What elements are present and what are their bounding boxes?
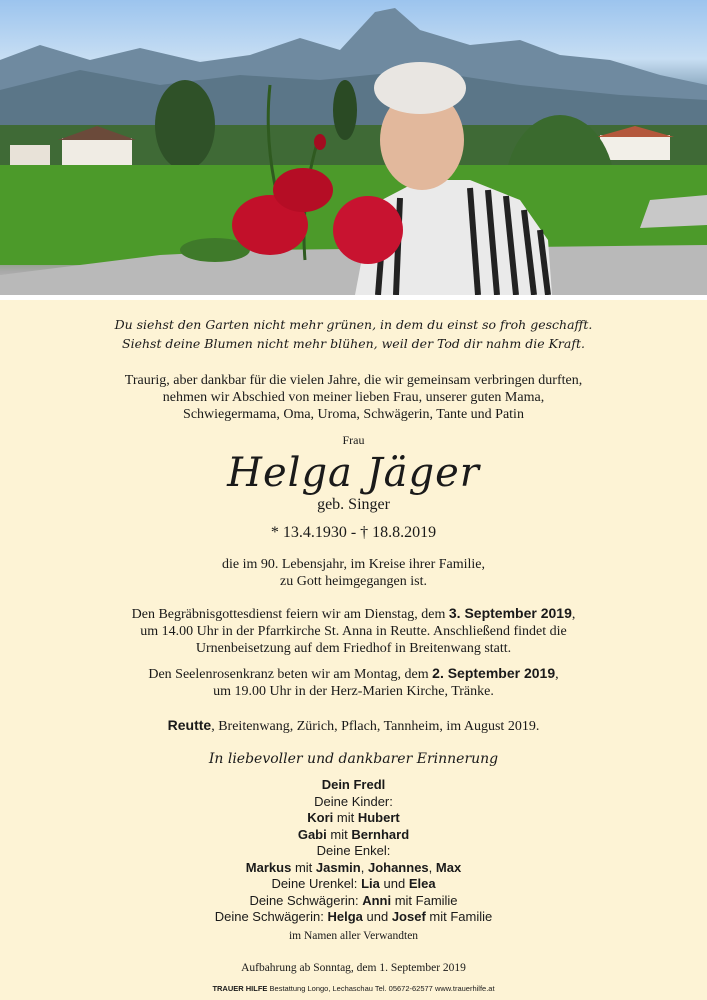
family-member: Johannes bbox=[367, 859, 429, 875]
title-frau: Frau bbox=[342, 433, 365, 447]
family-member: Max bbox=[435, 859, 462, 875]
rosary-date: 2. September 2019 bbox=[432, 665, 556, 681]
family-member: Gabi bbox=[297, 826, 327, 842]
footer-text: Bestattung Longo, Lechaschau Tel. 05672-62577 www.trauerhilfe.at bbox=[269, 984, 495, 993]
intro-line: nehmen wir Abschied von meiner lieben Frau, unserer guten Mama, bbox=[162, 390, 545, 405]
rosary-text bbox=[0, 665, 707, 700]
family-suffix: mit Familie bbox=[394, 892, 458, 908]
children-label: Deine Kinder: bbox=[314, 793, 393, 809]
connector: mit bbox=[336, 810, 355, 825]
deceased-name: Helga Jäger bbox=[227, 450, 480, 496]
funeral-line: Urnenbeisetzung auf dem Friedhof in Breitenwang statt. bbox=[195, 641, 512, 656]
sil-label: Deine Schwägerin: bbox=[214, 909, 324, 924]
intro-text bbox=[0, 372, 707, 423]
portrait-photo-illustration bbox=[0, 0, 707, 295]
quote-line: Siehst deine Blumen nicht mehr blühen, weil der Tod dir nahm die Kraft. bbox=[122, 336, 585, 351]
family-list bbox=[0, 777, 707, 944]
memory-heading: In liebevoller und dankbarer Erinnerung bbox=[208, 751, 499, 767]
family-member: Helga bbox=[327, 909, 363, 924]
family-member: Elea bbox=[408, 876, 436, 891]
family-suffix: mit Familie bbox=[429, 909, 493, 924]
family-member: Bernhard bbox=[351, 826, 410, 842]
connector: mit bbox=[294, 859, 313, 875]
family-member: Lia bbox=[361, 876, 380, 891]
family-member: Hubert bbox=[357, 810, 400, 825]
family-member: Markus bbox=[245, 859, 292, 875]
family-member: Josef bbox=[391, 909, 426, 924]
footer-brand: TRAUER HILFE bbox=[212, 984, 268, 993]
obituary-body bbox=[0, 315, 707, 993]
passing-line: die im 90. Lebensjahr, im Kreise ihrer Familie, bbox=[221, 557, 486, 572]
connector: mit bbox=[330, 826, 348, 842]
family-line bbox=[0, 909, 707, 926]
relatives-line: im Namen aller Verwandten bbox=[288, 929, 419, 942]
connector: und bbox=[383, 876, 406, 891]
quote-line: Du siehst den Garten nicht mehr grünen, in dem du einst so froh geschafft. bbox=[114, 317, 593, 332]
sil-label: Deine Schwägerin: bbox=[249, 892, 359, 908]
rosary-text-pre: Den Seelenrosenkranz beten wir am Montag, dem bbox=[148, 667, 433, 682]
connector: und bbox=[366, 909, 389, 924]
birth-name: geb. Singer bbox=[317, 496, 390, 513]
family-line bbox=[0, 893, 707, 910]
family-line bbox=[0, 827, 707, 844]
funeral-line bbox=[0, 605, 707, 623]
rosary-line: um 19.00 Uhr in der Herz-Marien Kirche, Tränke. bbox=[213, 684, 494, 699]
family-member: Jasmin bbox=[315, 859, 361, 875]
family-member: Kori bbox=[307, 810, 334, 825]
funeral-text-post: , bbox=[571, 607, 576, 622]
funeral-date: 3. September 2019 bbox=[448, 605, 572, 621]
grandchildren-label: Deine Enkel: bbox=[316, 843, 391, 858]
passing-text bbox=[0, 556, 707, 590]
funeral-line: um 14.00 Uhr in der Pfarrkirche St. Anna in Reutte. Anschließend findet die bbox=[140, 624, 567, 639]
intro-line: Traurig, aber dankbar für die vielen Jahre, die wir gemeinsam verbringen durften, bbox=[124, 373, 583, 388]
places-rest: , Breitenwang, Zürich, Pflach, Tannheim, im August 2019. bbox=[211, 719, 540, 734]
rosary-line bbox=[0, 665, 707, 683]
passing-line: zu Gott heimgegangen ist. bbox=[280, 574, 427, 589]
memorial-quote bbox=[0, 315, 707, 353]
great-label: Deine Urenkel: bbox=[271, 876, 358, 891]
rosary-text-post: , bbox=[555, 667, 559, 682]
life-dates: * 13.4.1930 - † 18.8.2019 bbox=[270, 524, 437, 541]
intro-line: Schwiegermama, Oma, Uroma, Schwägerin, Tante und Patin bbox=[183, 407, 524, 422]
funeral-text-pre: Den Begräbnisgottesdienst feiern wir am Dienstag, dem bbox=[131, 607, 449, 622]
family-line bbox=[0, 810, 707, 827]
places-line bbox=[0, 717, 707, 735]
places-bold: Reutte bbox=[167, 717, 212, 733]
family-line: Markus mit Jasmin, Johannes, Max bbox=[245, 859, 462, 875]
husband: Dein Fredl bbox=[321, 777, 386, 792]
viewing-info: Aufbahrung ab Sonntag, dem 1. September 2019 bbox=[241, 962, 466, 974]
funeral-text bbox=[0, 605, 707, 657]
footer bbox=[0, 984, 707, 993]
family-member: Anni bbox=[362, 892, 392, 908]
portrait-photo bbox=[0, 0, 707, 295]
family-line bbox=[0, 876, 707, 893]
photo-divider bbox=[0, 295, 707, 300]
